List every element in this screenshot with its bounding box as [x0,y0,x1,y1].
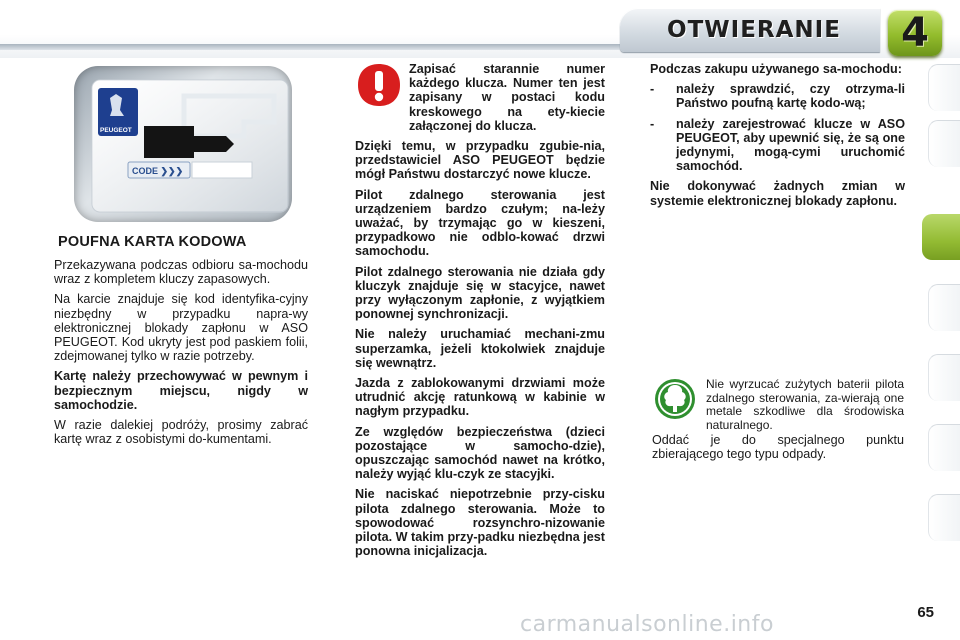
paragraph: Ze względów bezpieczeństwa (dzieci pozostające w samocho-dzie), opuszczając samochód nawet na krótko, należy wyjąć klu-czyk ze stacyjki. [355,424,605,482]
key-number-warning: Zapisać starannie numer każdego klucza. Numer ten jest zapisany w postaci kodu kreskowego na ety-kiecie załączonej do klucza. [409,62,605,133]
list-dash: - [650,116,655,131]
environment-note-2: Oddać je do specjalnego punktu zbierającego tego typu odpady. [652,433,904,462]
page-title: OTWIERANIE [667,17,841,43]
middle-column [355,62,605,565]
chapter-tab[interactable] [928,354,960,401]
paragraph: Nie dokonywać żadnych zmian w systemie elektronicznej blokady zapłonu. [650,179,905,208]
warning-paragraph: Kartę należy przechowywać w pewnym i bezpiecznym miejscu, nigdy w samochodzie. [54,369,308,412]
paragraph: Nie należy uruchamiać mechani-zmu superzamka, jeżeli ktokolwiek znajduje się wewnątrz. [355,327,605,370]
environment-note: Nie wyrzucać zużytych baterii pilota zdalnego sterowania, za-wierają one metale szkodliwe dla środowiska naturalnego. [706,377,904,432]
chapter-tab-active[interactable] [922,214,960,260]
paragraph: Pilot zdalnego sterowania nie działa gdy kluczyk znajduje się w stacyjce, nawet przy wyłączonym zapłonie, z wyjątkiem ponownej synchronizacji. [355,264,605,322]
chapter-tab[interactable] [928,120,960,167]
list-item [650,82,905,110]
list-item-text: należy zarejestrować klucze w ASO PEUGEOT, aby upewnić się, że są one jedynymi, mogą-cymi uruchomić samochód. [676,116,905,174]
paragraph: Podczas zakupu używanego sa-mochodu: [650,62,902,76]
chapter-number: 4 [901,10,929,56]
paragraph: Na karcie znajduje się kod identyfika-cyjny niezbędny w przypadku napra-wy elektronicznej blokady zapłonu w ASO PEUGEOT. Kod ukryty jest pod paskiem folii, zdejmowanej tylko w razie potrzeby. [54,292,308,364]
code-card-illustration [74,66,292,222]
chapter-tab[interactable] [928,424,960,471]
list-item [650,117,905,174]
list-item-text: należy sprawdzić, czy otrzyma-li Państwo poufną kartę kodo-wą; [676,82,905,111]
list-dash: - [650,82,655,97]
paragraph: Przekazywana podczas odbioru sa-mochodu wraz z kompletem kluczy zapasowych. [54,258,308,287]
left-column [54,258,308,452]
page-number: 65 [917,604,934,621]
right-column [650,62,905,214]
watermark: carmanualsonline.info [520,612,774,637]
svg-text:PEUGEOT: PEUGEOT [100,127,132,134]
chapter-tab[interactable] [928,64,960,111]
paragraph: Dzięki temu, w przypadku zgubie-nia, przedstawiciel ASO PEUGEOT będzie mógł Państwu dostarczyć nowe klucze. [355,139,605,182]
chapter-tab[interactable] [928,284,960,331]
section-heading: POUFNA KARTA KODOWA [58,234,247,250]
chapter-tabs [928,64,960,584]
tree-icon [654,378,696,420]
paragraph: Jazda z zablokowanymi drzwiami może utrudnić akcję ratunkową w kabinie w nagłym przypadku. [355,376,605,419]
chapter-tab[interactable] [928,494,960,541]
svg-text:CODE ❯❯❯: CODE ❯❯❯ [132,166,184,176]
code-card-image [74,66,292,222]
paragraph: W razie dalekiej podróży, prosimy zabrać kartę wraz z osobistymi do-kumentami. [54,418,308,447]
paragraph: Pilot zdalnego sterowania jest urządzeniem bardzo czułym; na-leży uważać, by trzymając go w kieszeni, przypadkowo nie odblo-kować drzwi samochodu. [355,187,605,259]
paragraph: Nie naciskać niepotrzebnie przy-cisku pilota zdalnego sterowania. Może to spowodować rozsynchro-nizowanie pilota. W takim przy-padku niezbędna jest ponowna inicjalizacja. [355,487,605,559]
